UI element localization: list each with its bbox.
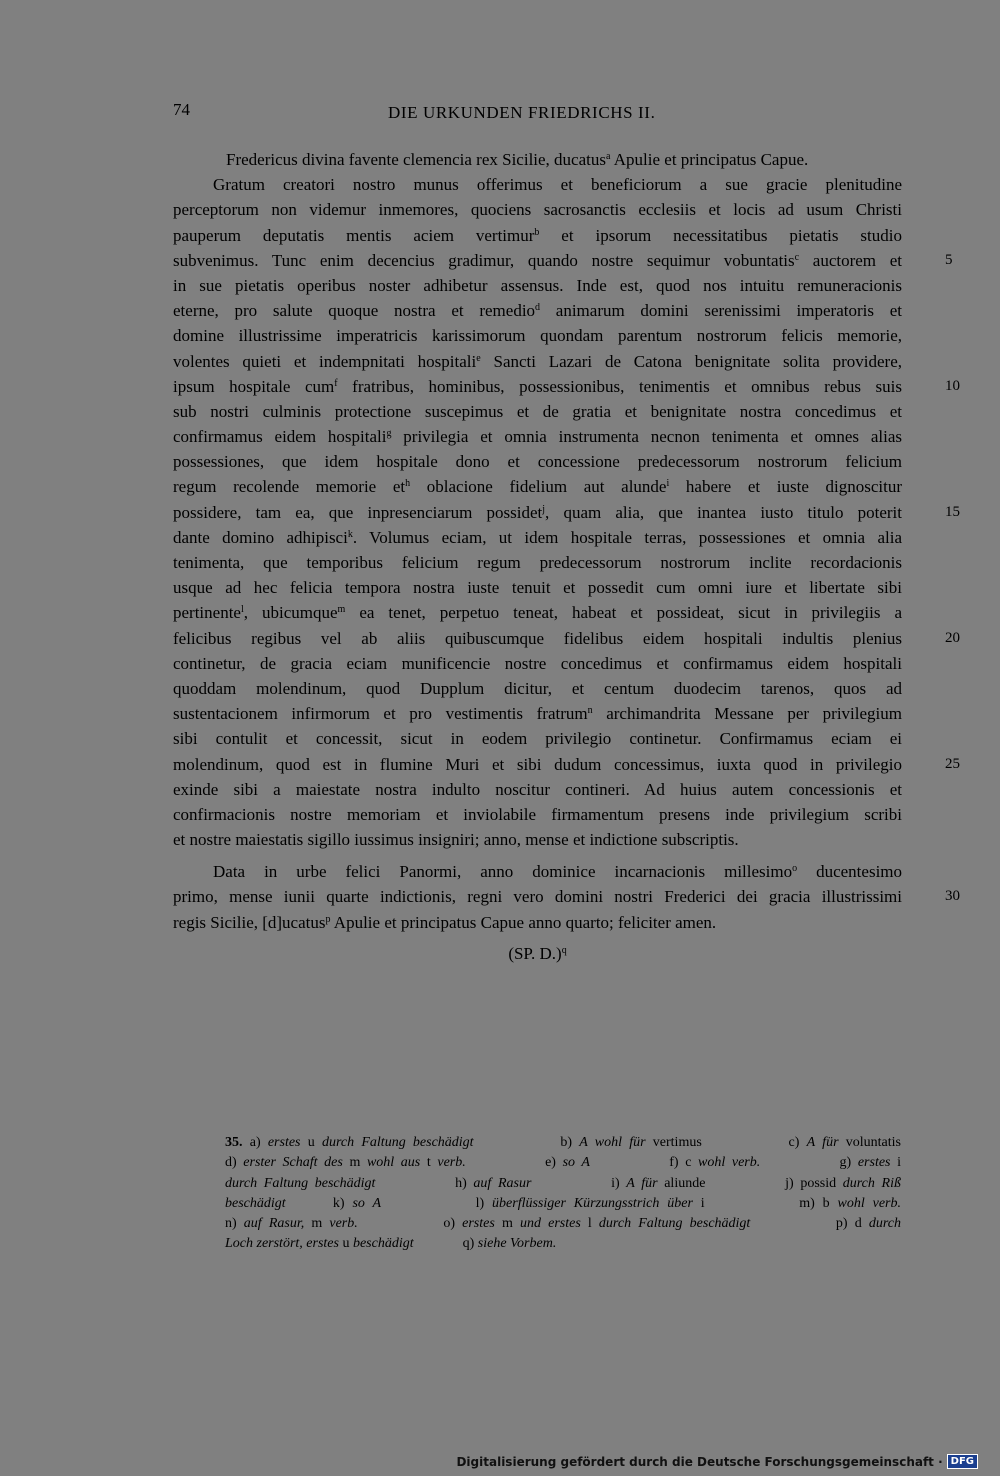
line-number: 20	[945, 629, 960, 646]
footnote-marker: e	[476, 352, 481, 364]
footnote-segment: u	[300, 1135, 322, 1150]
signature-mark	[173, 941, 902, 966]
footnote-line	[225, 1174, 901, 1194]
footnote-segment: durch Faltung beschädigt	[598, 1216, 751, 1232]
text-line	[173, 910, 902, 935]
text-segment: quoddam molendinum, quod Dupplum dicitur, et centum duodecim tarenos, quos ad	[173, 678, 902, 698]
text-segment: Data in urbe felici Panormi, anno dominice incarnacionis millesimo	[213, 862, 793, 882]
text-segment: usque ad hec felicia tempora nostra iuste tenuit et possedit cum omni iure et libertate sibi	[173, 578, 902, 598]
footnote-marker: a	[606, 151, 611, 162]
text-segment: tenimenta, que temporibus felicium regum predecessorum nostrorum inclite recordacionis	[173, 553, 902, 572]
text-segment: continetur, de gracia eciam munificencie nostre concedimus et confirmamus eidem hospitali	[173, 653, 902, 673]
text-line	[173, 172, 902, 197]
footnote-segment: vertimus c)	[645, 1135, 807, 1150]
text-segment: . Volumus eciam, ut idem hospitale terras, possessiones et omnia alia	[352, 527, 902, 547]
text-segment: , quam alia, que inantea iusto titulo poterit	[545, 502, 903, 522]
text-line	[173, 197, 902, 222]
footnote-marker: g	[386, 428, 392, 440]
footnote-marker: f	[334, 377, 338, 389]
footnote-segment: durch Riß	[842, 1175, 901, 1191]
footnote-segment: durch Faltung beschädigt	[321, 1135, 474, 1150]
text-line	[173, 449, 902, 474]
text-segment: sustentacionem infirmorum et pro vestimentis fratrum	[173, 704, 588, 724]
footnote-segment: siehe Vorbem.	[477, 1236, 557, 1252]
footnote-segment: h)	[375, 1175, 474, 1191]
text-line	[173, 349, 902, 374]
footnote-segment: voluntatis	[838, 1135, 901, 1150]
footnote-marker: j	[542, 503, 546, 515]
text-segment: , ubicumque	[243, 603, 338, 623]
text-segment: Apulie et principatus Capue.	[610, 150, 809, 169]
text-line	[173, 859, 902, 884]
text-segment: regum recolende memorie et	[173, 477, 406, 497]
footnote-segment: i m) b	[692, 1195, 838, 1211]
footnote-segment: beschädigt	[352, 1236, 414, 1252]
text-segment: in sue pietatis operibus noster adhibetur assensus. Inde est, quod nos intuitu remuneracionis	[173, 275, 902, 295]
footnote-marker: c	[794, 251, 800, 263]
footnote-segment: a)	[242, 1135, 268, 1150]
text-segment: fratribus, hominibus, possessionibus, tenimentis et omnibus rebus suis	[337, 376, 902, 396]
text-segment: domine illustrissime imperatricis karissimorum quondam parentum nostrorum felicis memorie,	[173, 326, 902, 346]
footnote-segment: m	[494, 1216, 520, 1232]
footnote-line	[225, 1194, 901, 1214]
footnote-segment: k)	[285, 1195, 353, 1211]
footnote-segment: beschädigt	[225, 1195, 286, 1211]
text-line	[173, 223, 902, 248]
charter-text	[173, 147, 960, 966]
text-segment: possessiones, que idem hospitale dono et concessione predecessorum nostrorum felicium	[173, 452, 902, 472]
text-segment: sub nostri culminis protectione suscepimus et de gratia et benignitate nostra concedimus et	[173, 401, 902, 421]
text-segment: Sancti Lazari de Catona benignitate solita providere,	[480, 351, 903, 371]
footnote-segment: verb.	[437, 1155, 466, 1171]
text-segment: felicibus regibus vel ab aliis quibuscumque fidelibus eidem hospitali indultis plenius	[173, 628, 902, 648]
footnote-segment: d)	[225, 1155, 244, 1171]
text-segment: primo, mense iunii quarte indictionis, regni vero domini nostri Frederici dei gracia illustrissimi	[173, 887, 902, 907]
text-segment: ea tenet, perpetuo teneat, habeat et possideat, sicut in privilegiis a	[345, 603, 902, 623]
text-segment: perceptorum non videmur inmemores, quociens sacrosanctis ecclesiis et locis ad usum Christi	[173, 200, 902, 220]
footnote-segment: verb.	[329, 1216, 358, 1232]
footnote-segment: durch Faltung beschädigt	[225, 1175, 376, 1191]
footnote-segment: t	[420, 1155, 438, 1171]
text-line	[173, 600, 902, 625]
text-line	[173, 474, 902, 499]
footnote-marker: o	[792, 863, 798, 875]
text-line	[173, 884, 960, 909]
text-segment: sibi contulit et concessit, sicut in eodem privilegio continetur. Confirmamus eciam ei	[173, 729, 902, 749]
text-segment: regis Sicilie, [d]ucatus	[173, 912, 326, 932]
running-title: DIE URKUNDEN FRIEDRICHS II.	[388, 103, 656, 122]
text-segment: ipsum hospitale cum	[173, 376, 335, 396]
footnote-segment: A für	[806, 1135, 839, 1150]
text-segment: Apulie et principatus Capue anno quarto; feliciter amen.	[330, 912, 717, 932]
text-segment: animarum domini serenissimi imperatoris et	[540, 301, 902, 321]
text-segment: exinde sibi a maiestate nostra indulto noscitur contineri. Ad huius autem concessionis et	[173, 779, 902, 799]
footnote-segment: Loch zerstört, erstes	[225, 1236, 339, 1252]
text-line	[173, 651, 902, 676]
line-number: 10	[945, 377, 960, 394]
text-line	[173, 626, 960, 651]
footnote-segment: 35.	[225, 1135, 243, 1150]
footnote-segment: l)	[381, 1195, 493, 1211]
footnote-segment: wohl verb.	[698, 1155, 761, 1171]
text-line	[173, 323, 902, 348]
text-line	[173, 827, 902, 852]
text-line	[173, 752, 960, 777]
line-number: 5	[945, 251, 953, 268]
footnote-segment: m	[304, 1216, 330, 1232]
footnotes	[225, 1133, 901, 1255]
footnote-segment: n)	[225, 1216, 244, 1232]
text-line	[173, 147, 902, 172]
footnote-segment: auf Rasur	[473, 1175, 532, 1191]
text-segment: ducentesimo	[797, 862, 903, 882]
footnote-segment: wohl aus	[366, 1155, 421, 1171]
footnote-segment: i)	[531, 1175, 627, 1191]
footnote-marker: l	[240, 604, 244, 616]
text-segment: volentes quieti et indempnitati hospitali	[173, 351, 477, 371]
text-line	[173, 525, 902, 550]
signature-text: (SP. D.)	[508, 943, 562, 963]
footnote-segment: o)	[357, 1216, 463, 1232]
text-segment: molendinum, quod est in flumine Muri et sibi dudum concessimus, iuxta quod in privilegio	[173, 754, 902, 774]
text-line	[173, 777, 902, 802]
text-segment: et nostre maiestatis sigillo iussimus insigniri; anno, mense et indictione subscriptis.	[173, 830, 739, 850]
footnote-segment: so A	[352, 1195, 382, 1211]
text-segment: confirmacionis nostre memoriam et inviolabile firmamentum presens inde privilegium scribi	[173, 804, 902, 824]
text-line	[173, 399, 902, 424]
text-segment: Gratum creatori nostro munus offerimus et beneficiorum a sue gracie plenitudine	[213, 175, 902, 195]
footnote-segment: e)	[465, 1155, 563, 1171]
footnote-segment: f) c	[589, 1155, 699, 1171]
text-segment: habere et iuste dignoscitur	[669, 477, 902, 497]
footnote-segment: überflüssiger Kürzungsstrich über	[492, 1195, 693, 1211]
line-number: 15	[945, 503, 960, 520]
footnote-marker: m	[337, 604, 346, 616]
footnote-segment: m	[342, 1155, 367, 1171]
text-line	[173, 676, 902, 701]
footnote-marker: n	[587, 705, 593, 717]
footnote-marker: h	[405, 478, 411, 490]
text-segment: dante domino adhipisci	[173, 527, 348, 547]
dfg-credit[interactable]	[456, 1454, 978, 1469]
footnote-segment: A wohl für	[579, 1135, 646, 1150]
footnote-segment: g)	[760, 1155, 858, 1171]
text-segment: eterne, pro salute quoque nostra et remedio	[173, 301, 536, 321]
footnote-segment: l	[580, 1216, 599, 1232]
footnote-segment: p) d	[750, 1216, 869, 1232]
footnote-segment: auf Rasur,	[243, 1216, 305, 1232]
footnote-line	[225, 1153, 901, 1173]
text-segment: confirmamus eidem hospitali	[173, 427, 387, 447]
text-line	[173, 726, 902, 751]
text-segment: auctorem et	[799, 250, 902, 270]
footnote-marker: k	[347, 528, 353, 540]
text-line	[173, 273, 902, 298]
text-line	[173, 500, 960, 525]
text-line	[173, 575, 902, 600]
text-segment: subvenimus. Tunc enim decencius gradimur, quando nostre sequimur vobuntatis	[173, 250, 795, 270]
footnote-marker: i	[666, 478, 670, 490]
page-number: 74	[173, 100, 190, 119]
footnote-segment: erstes	[267, 1135, 301, 1150]
dfg-logo-icon: DFG	[947, 1454, 978, 1469]
text-line	[173, 701, 902, 726]
line-number: 25	[945, 755, 960, 772]
text-segment: et ipsorum necessitatibus pietatis studio	[539, 225, 902, 245]
footnote-segment: q)	[413, 1236, 478, 1252]
text-segment: possidere, tam ea, que inpresenciarum possidet	[173, 502, 543, 522]
text-segment: Fredericus divina favente clemencia rex Sicilie, ducatus	[226, 150, 606, 169]
footnote-segment: so A	[562, 1155, 590, 1171]
footnote-marker: d	[535, 302, 541, 314]
footnote-segment: u	[338, 1236, 353, 1252]
text-line	[173, 550, 902, 575]
text-segment: pauperum deputatis mentis aciem vertimur	[173, 225, 535, 245]
text-line	[173, 298, 902, 323]
footnote-line	[225, 1234, 901, 1254]
footnote-segment: durch	[868, 1216, 901, 1232]
footnote-segment: erstes	[462, 1216, 495, 1232]
text-segment: archimandrita Messane per privilegium	[592, 704, 902, 724]
footnote-marker: p	[325, 913, 331, 925]
footnote-segment: erster Schaft des	[243, 1155, 343, 1171]
footnote-line	[225, 1133, 901, 1153]
footnote-marker: b	[534, 226, 540, 238]
footnote-segment: aliunde j) possid	[657, 1175, 843, 1191]
text-line	[173, 248, 953, 273]
footnote-line	[225, 1214, 901, 1234]
footnote-segment: A für	[626, 1175, 658, 1191]
footnote-segment: wohl verb.	[837, 1195, 901, 1211]
text-segment: privilegia et omnia instrumenta necnon tenimenta et omnes alias	[391, 427, 902, 447]
footnote-segment: erstes	[857, 1155, 891, 1171]
dfg-credit-text: Digitalisierung gefördert durch die Deutsche Forschungsgemeinschaft ·	[456, 1454, 943, 1469]
footnote-marker: q	[561, 944, 567, 956]
text-line	[173, 374, 960, 399]
text-line	[173, 802, 902, 827]
text-segment: pertinente	[173, 603, 241, 623]
text-segment: oblacione fidelium aut alunde	[410, 477, 667, 497]
footnote-segment: b)	[473, 1135, 580, 1150]
footnote-segment: i	[890, 1155, 901, 1171]
text-line	[173, 424, 902, 449]
footnote-segment: und erstes	[519, 1216, 581, 1232]
line-number: 30	[945, 888, 960, 905]
